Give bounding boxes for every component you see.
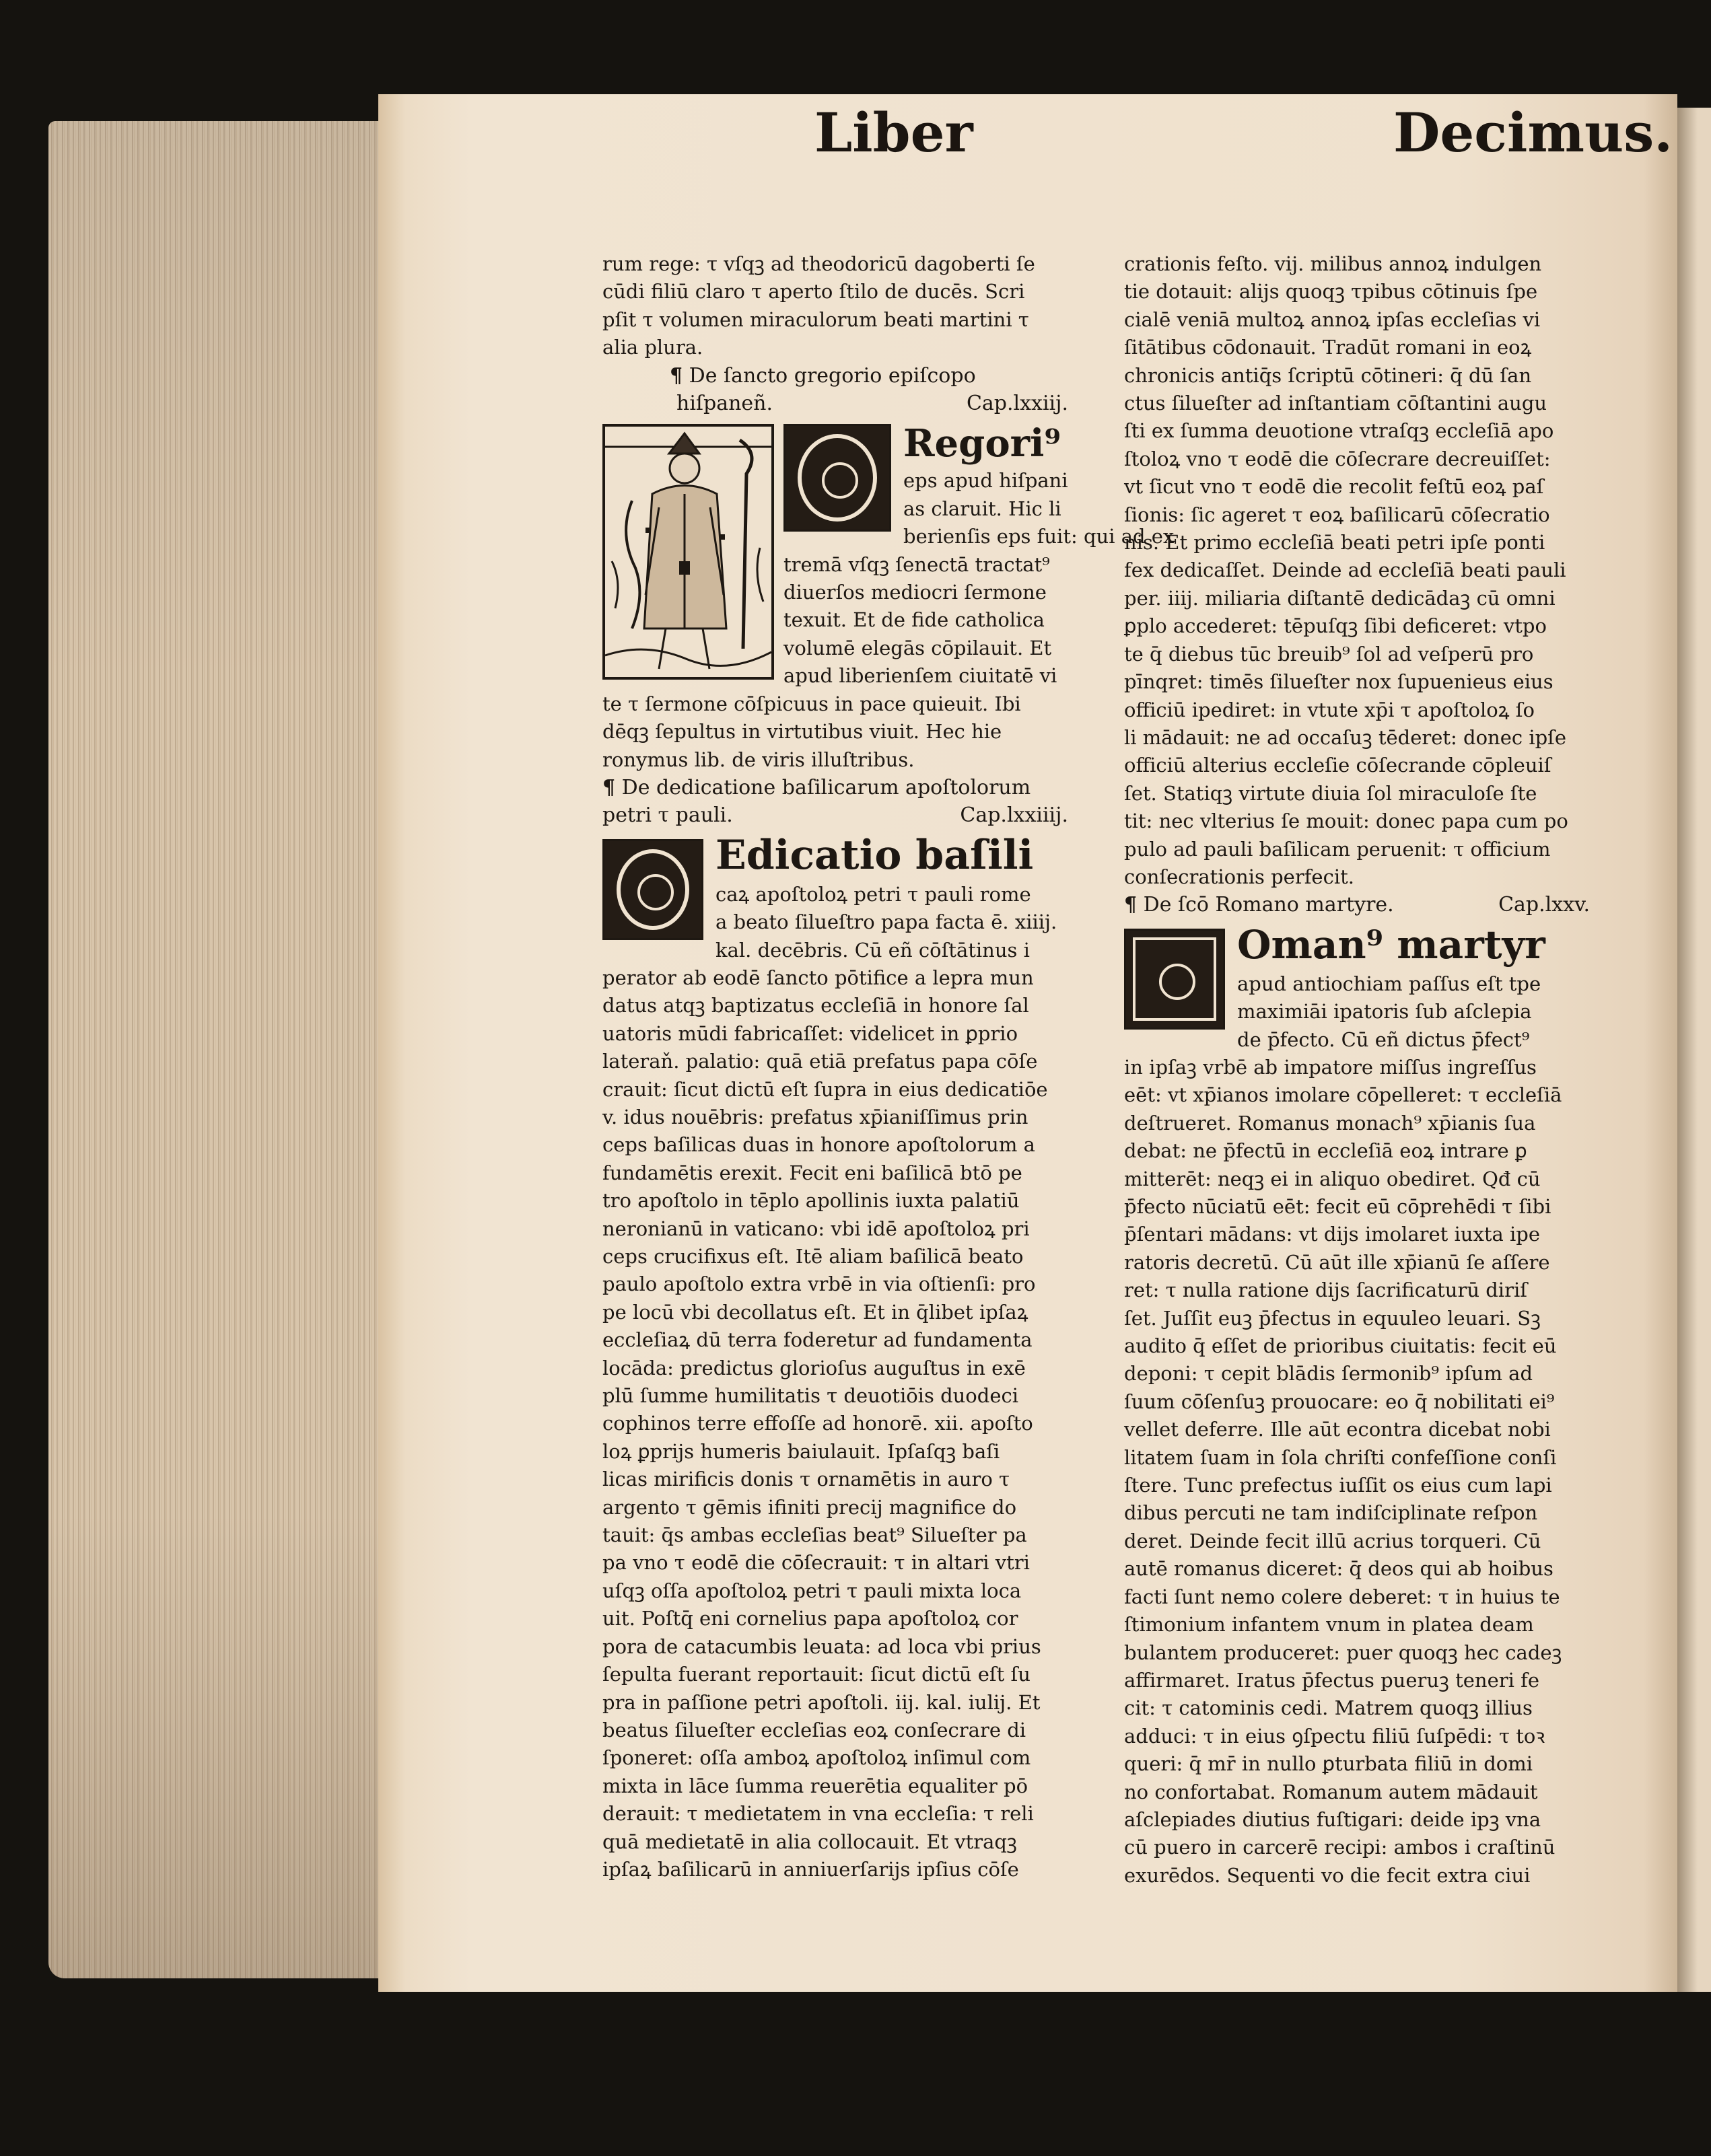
text-line: ſtere. Tunc prefectus iuſſit os eius cum lapi	[1124, 1474, 1552, 1497]
body-text	[1124, 1054, 1603, 1890]
rubric-title: De ſcō Romano martyre.	[1143, 893, 1394, 917]
text-line: cū puero in carcerē recipi: ambos i craſtinū	[1124, 1836, 1556, 1859]
rubric-title-cont: petri τ pauli.	[602, 803, 733, 828]
text-line: ſuum cōſenſuꝫ prouocare: eo q̄ nobilitati ei⁹	[1124, 1390, 1555, 1413]
text-line: facti ſunt nemo colere deberet: τ in huius te	[1124, 1585, 1560, 1608]
text-line: deponi: τ cepit blādis ſermonib⁹ ipſum ad	[1124, 1362, 1533, 1386]
chapter-number: Cap.lxxiij.	[966, 392, 1068, 416]
running-header	[485, 101, 1673, 182]
text-line: pſit τ volumen miraculorum beati martini τ	[602, 308, 1029, 331]
romanus-section	[1124, 919, 1603, 1054]
decorated-initial-r	[1124, 929, 1225, 1030]
text-line: ratoris decretū. Cū aūt ille xp̄ianū ſe aſſere	[1124, 1250, 1550, 1274]
text-line: pulo ad pauli baſilicam peruenit: τ officium	[1124, 837, 1551, 861]
text-line: pīnqret: timēs ſilueſter nox ſupuenieus eius	[1124, 670, 1553, 694]
text-line: apud liberienſem ciuitatē vi	[783, 664, 1057, 688]
text-line: chronicis antiq̄s ſcriptū cōtineri: q̄ dū ſan	[1124, 363, 1532, 387]
text-line: vellet deferre. Ille aūt econtra dicebat nobi	[1124, 1418, 1551, 1441]
text-line: alia plura.	[602, 336, 703, 359]
text-line: rum rege: τ vſqꝫ ad theodoricū dagoberti ſe	[602, 252, 1035, 275]
text-line: ſtimonium infantem vnum in platea deam	[1124, 1613, 1534, 1637]
text-line: vt ſicut vno τ eodē die recolit feſtū eoꝝ paſ	[1124, 475, 1544, 499]
text-line: lateraň. palatio: quā etiā prefatus papa cōſe	[602, 1050, 1038, 1073]
text-line: queri: q̄ mr̄ in nullo ꝑturbata filiū in domi	[1124, 1752, 1533, 1776]
text-line: ceps baſilicas duas in honore apoſtolorum a	[602, 1133, 1035, 1157]
text-line: adduci: τ in eius ꝯſpectu filiū ſuſpēdi: τ toꝛ	[1124, 1724, 1545, 1748]
text-line: dibus percuti ne tam indiſciplinate reſpon	[1124, 1501, 1538, 1525]
text-line: licas mirificis donis τ ornamētis in auro τ	[602, 1468, 1010, 1491]
text-line: litatem ſuam in ſola chriſti confeſſione conſi	[1124, 1445, 1557, 1469]
text-line: fex dedicaſſet. Deinde ad eccleſiā beati pauli	[1124, 559, 1566, 582]
text-line: ceps crucifixus eſt. Itē aliam baſilicā beato	[602, 1245, 1024, 1268]
decorated-initial-g	[783, 424, 891, 532]
text-line: dēqꝫ ſepultus in virtutibus viuit. Hec hie	[602, 720, 1002, 744]
text-line: neronianū in vaticano: vbi idē apoſtoloꝝ pri	[602, 1217, 1030, 1240]
text-line: affirmaret. Iratus p̄fectus pueruꝫ teneri fe	[1124, 1668, 1539, 1692]
text-line: cialē veniā multoꝝ annoꝝ ipſas eccleſias vi	[1124, 308, 1541, 331]
text-line: officiū ipediret: in vtute xp̄i τ apoſtoloꝝ ſo	[1124, 698, 1535, 721]
text-line: tit: nec vlterius ſe mouit: donec papa cum po	[1124, 810, 1568, 833]
rubric-title: De dedicatione baſilicarum apoſtolorum	[621, 775, 1031, 799]
text-line: de p̄fecto. Cū eñ dictus p̄fect⁹	[1237, 1028, 1530, 1051]
chapter-rubric	[602, 362, 1082, 390]
decorated-initial-d	[602, 839, 703, 940]
text-line: nis. Et primo eccleſiā beati petri ipſe ponti	[1124, 531, 1545, 554]
right-column	[1124, 250, 1603, 1890]
text-line: v. idus nouēbris: prefatus xp̄ianiſſimus prin	[602, 1105, 1028, 1128]
chapter-number: Cap.lxxv.	[1498, 893, 1590, 917]
text-line: cophinos terre effoſſe ad honorē. xii. apoſto	[602, 1412, 1033, 1435]
text-line: uſqꝫ oſſa apoſtoloꝝ petri τ pauli mixta loca	[602, 1579, 1022, 1602]
text-line: eēt: vt xp̄ianos imolare cōpelleret: τ eccleſiā	[1124, 1083, 1562, 1107]
text-line: li mādauit: ne ad occaſuꝫ tēderet: donec ipſe	[1124, 725, 1567, 749]
text-line: derauit: τ medietatem in vna eccleſia: τ reli	[602, 1802, 1034, 1826]
text-line: as claruit. Hic li	[903, 497, 1061, 520]
text-line: cit: τ catominis cedi. Matrem quoqꝫ illius	[1124, 1696, 1533, 1720]
text-line: ipſaꝝ baſilicarū in anniuerſarijs ipſius cōſe	[602, 1857, 1019, 1881]
text-line: pora de catacumbis leuata: ad loca vbi prius	[602, 1634, 1041, 1658]
text-line: debat: ne p̄fectū in eccleſiā eoꝝ intrare ꝑ	[1124, 1139, 1527, 1163]
text-line: te q̄ diebus tūc breuib⁹ ſol ad veſperū pro	[1124, 642, 1534, 666]
bishop-woodcut-image	[602, 424, 774, 680]
text-line: texuit. Et de fide catholica	[783, 608, 1045, 632]
chapter-rubric-line2	[602, 390, 1082, 417]
text-line: locāda: predictus glorioſus auguſtus in exē	[602, 1356, 1026, 1379]
text-line: ſti ex ſumma deuotione vtraſqꝫ eccleſiā apo	[1124, 419, 1554, 443]
leaf-ornament-icon	[1159, 964, 1195, 1000]
text-line: tremā vſqꝫ ſenectā tractat⁹	[783, 552, 1050, 576]
section-opening-word: Edicatio baſili	[715, 831, 1034, 879]
bishop-figure-icon	[605, 427, 771, 677]
body-text	[602, 964, 1082, 1883]
gregory-section	[602, 420, 1175, 690]
text-line: per. iiij. miliaria diſtantē dedicādaꝫ cū omni	[1124, 586, 1556, 610]
text-line: deſtrueret. Romanus monach⁹ xp̄ianis ſua	[1124, 1111, 1536, 1135]
paragraph-mark: ¶	[670, 363, 683, 388]
text-line: uit. Poſtq̄ eni cornelius papa apoſtoloꝝ cor	[602, 1607, 1018, 1630]
text-line: autē romanus diceret: q̄ deos qui ab hoibus	[1124, 1557, 1553, 1581]
text-line: beatus ſilueſter eccleſias eoꝝ conſecrare di	[602, 1718, 1026, 1741]
text-line: cūdi filiū claro τ aperto ſtilo de ducēs. Scri	[602, 280, 1025, 303]
text-line: ſitātibus cōdonauit. Tradūt romani in eoꝝ	[1124, 336, 1532, 359]
text-line: pa vno τ eodē die cōſecrauit: τ in altari vtri	[602, 1551, 1030, 1575]
text-line: in ipſaꝫ vrbē ab impatore miſſus ingreſſus	[1124, 1055, 1537, 1079]
text-line: plū ſumme humilitatis τ deuotiōis duodeci	[602, 1384, 1019, 1408]
text-line: maximiāi ipatoris ſub aſclepia	[1237, 1000, 1532, 1023]
text-line: pra in paſſione petri apoſtoli. iij. kal. iulij. Et	[602, 1690, 1041, 1714]
text-line: quā medietatē in alia collocauit. Et vtraqꝫ	[602, 1830, 1017, 1853]
text-line: perator ab eodē ſancto pōtifice a lepra mun	[602, 966, 1034, 989]
section-opening-word: Regori⁹	[903, 421, 1061, 466]
text-line: p̄ſentari mādans: vt dijs imolaret iuxta ipe	[1124, 1223, 1540, 1246]
text-line: crauit: ſicut dictū eſt ſupra in eius dedicatiōe	[602, 1077, 1048, 1101]
text-line: audito q̄ eſſet de prioribus ciuitatis: fecit eū	[1124, 1334, 1557, 1358]
chapter-number: Cap.lxxiiij.	[960, 803, 1068, 828]
facing-page-edge	[1677, 108, 1711, 1992]
chapter-rubric-line2	[602, 801, 1082, 829]
text-line: eccleſiaꝝ dū terra foderetur ad fundamenta	[602, 1328, 1033, 1352]
text-line: fundamētis erexit. Fecit eni baſilicā btō pe	[602, 1161, 1022, 1184]
header-left: Liber	[814, 101, 973, 164]
chapter-rubric	[1124, 891, 1603, 919]
text-line: paulo apoſtolo extra vrbē in via oſtienſi: pro	[602, 1272, 1036, 1296]
text-line: loꝝ ꝑprijs humeris baiulauit. Ipſaſqꝫ baſi	[602, 1439, 1000, 1463]
text-line: mixta in lāce ſumma reuerētia equaliter pō	[602, 1774, 1028, 1797]
text-line: no confortabat. Romanum autem mādauit	[1124, 1780, 1538, 1803]
text-line: ſtoloꝝ vno τ eodē die cōſecrare decreuiſſet:	[1124, 447, 1551, 470]
paragraph-mark: ¶	[602, 775, 616, 799]
rubric-title: De ſancto gregorio epiſcopo	[689, 363, 976, 388]
text-line: ſet. Statiqꝫ virtute diuia ſol miraculoſe ſte	[1124, 781, 1537, 805]
text-line: datus atqꝫ baptizatus eccleſiā in honore ſal	[602, 994, 1029, 1017]
text-line: crationis feſto. vij. milibus annoꝝ indulgen	[1124, 252, 1542, 275]
text-line: argento τ gēmis ifiniti precij magnifice do	[602, 1495, 1017, 1519]
text-line: ctus ſilueſter ad inſtantiam cōſtantini augu	[1124, 392, 1547, 415]
text-line: tro apoſtolo in tēplo apollinis iuxta palatiū	[602, 1189, 1020, 1213]
text-line: tauit: q̄s ambas eccleſias beat⁹ Silueſter pa	[602, 1523, 1027, 1547]
text-line: p̄fecto nūciatū eēt: fecit eū cōprehēdi τ ſibi	[1124, 1195, 1551, 1218]
text-line: volumē elegās cōpilauit. Et	[783, 636, 1052, 659]
text-line: kal. decēbris. Cū eñ cōſtātinus i	[715, 938, 1030, 962]
text-line: ſponeret: oſſa amboꝝ apoſtoloꝝ inſimul com	[602, 1746, 1031, 1770]
text-line: officiū alterius eccleſie cōſecrande cōpleuiſ	[1124, 754, 1551, 777]
text-line: uatoris mūdi fabricaſſet: videlicet in ꝑprio	[602, 1021, 1018, 1045]
text-line: berienſis eps fuit: qui ad ex	[903, 525, 1175, 548]
text-line: ſet. Juſſit euꝫ p̄fectus in equuleo leuari. Sꝫ	[1124, 1306, 1541, 1330]
chapter-rubric	[602, 774, 1082, 801]
text-line: exurēdos. Sequenti vo die fecit extra ciui	[1124, 1863, 1531, 1887]
text-line: pe locū vbi decollatus eſt. Et in q̄libet ipſaꝝ	[602, 1300, 1028, 1324]
text-line: mitterēt: neqꝫ ei in aliquo obediret. Qđ cū	[1124, 1167, 1541, 1190]
text-line: bulantem produceret: puer quoqꝫ hec cadeꝫ	[1124, 1641, 1562, 1664]
text-line: diuerſos mediocri ſermone	[783, 581, 1047, 604]
text-line: apud antiochiam paſſus eſt tpe	[1237, 972, 1541, 995]
text-line: a beato ſilueſtro papa facta ē. xiiij.	[715, 910, 1057, 934]
text-line: eps apud hiſpani	[903, 469, 1068, 493]
text-line: aſclepiades diutius fuſtigari: deide ipꝫ vna	[1124, 1807, 1541, 1831]
flower-ornament-icon	[637, 874, 674, 910]
text-line: deret. Deinde fecit illū acrius torqueri. Cū	[1124, 1529, 1541, 1552]
text-line: ꝑplo accederet: tēpuſqꝫ ſibi deficeret: vtpo	[1124, 614, 1547, 638]
text-line: ret: τ nulla ratione dijs ſacrificaturū diriſ	[1124, 1279, 1527, 1302]
text-line: ſepulta fuerant reportauit: ſicut dictū eſt ſu	[602, 1663, 1031, 1686]
left-column	[602, 250, 1175, 1883]
page-edges-shading	[48, 121, 385, 1978]
paragraph-mark: ¶	[1124, 893, 1138, 917]
header-right: Decimus.	[1393, 101, 1673, 164]
text-line: ſionis: ſic ageret τ eoꝝ baſilicarū cōſecratio	[1124, 503, 1550, 526]
dedicatio-section	[602, 830, 1082, 964]
section-opening-word: Oman⁹ martyr	[1237, 921, 1545, 968]
text-line: conſecrationis perfecit.	[1124, 865, 1354, 888]
text-line: ronymus lib. de viris illuſtribus.	[602, 748, 915, 771]
rubric-title-cont: hiſpaneñ.	[676, 392, 773, 416]
text-line: te τ ſermone cōſpicuus in pace quieuit. Ibi	[602, 692, 1021, 715]
text-line: tie dotauit: alijs quoqꝫ τpibus cōtinuis ſpe	[1124, 280, 1538, 303]
text-line: caꝝ apoſtoloꝝ petri τ pauli rome	[715, 882, 1031, 906]
